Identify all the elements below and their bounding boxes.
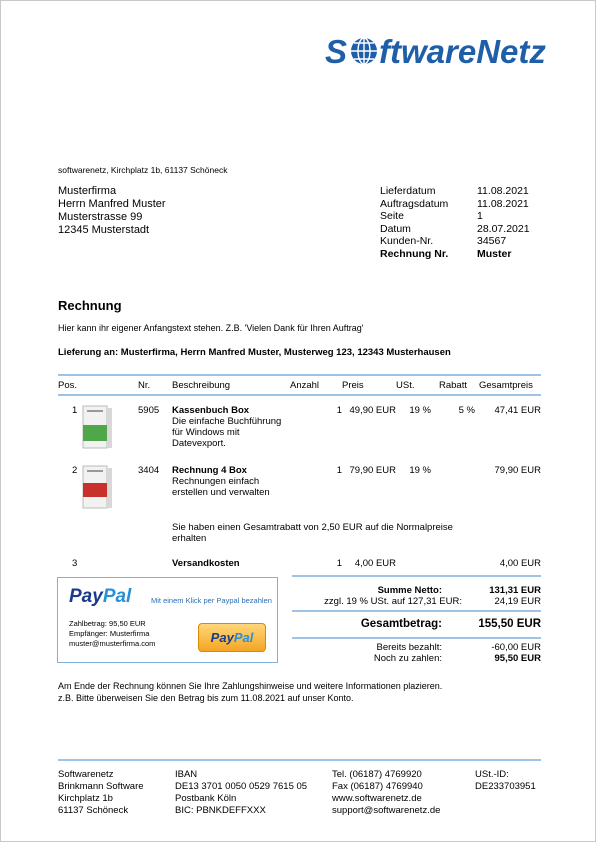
product-image [81, 465, 138, 522]
cell-nr: 5905 [138, 404, 160, 416]
paypal-email: muster@musterfirma.com [69, 639, 156, 648]
meta-value: 11.08.2021 [477, 185, 529, 197]
cell-pos: 1 [72, 404, 78, 416]
cell-total: 47,41 EUR [494, 404, 541, 416]
recipient-line: Musterfirma [58, 185, 117, 197]
globe-icon [351, 38, 377, 64]
footer-divider [58, 759, 541, 761]
header-qty: Anzahl [290, 380, 320, 391]
cell-pos: 2 [72, 464, 78, 476]
divider [292, 575, 541, 577]
cell-total: 79,90 EUR [494, 464, 541, 476]
cell-tax: 19 % [409, 464, 431, 476]
meta-label: Kunden-Nr. [380, 235, 434, 247]
header-desc: Beschreibung [172, 380, 231, 391]
sender-line: softwarenetz, Kirchplatz 1b, 61137 Schöneck [58, 165, 228, 175]
cell-nr [138, 558, 172, 569]
tax-label: zzgl. 19 % USt. auf 127,31 EUR: [324, 596, 462, 607]
paid-label: Bereits bezahlt: [376, 642, 442, 653]
paypal-info [69, 619, 155, 649]
tax-value: 24,19 EUR [494, 596, 541, 607]
header-nr: Nr. [138, 380, 151, 391]
recipient-line: Herrn Manfred Muster [58, 198, 166, 210]
footer-bank: IBAN DE13 3701 0050 0529 7615 05 Postbank Köln BIC: PBNKDEFFXXX [175, 769, 308, 816]
closing-text [58, 680, 442, 704]
cell-price: 4,00 EUR [354, 557, 396, 569]
table-row [58, 558, 541, 569]
meta-value: 11.08.2021 [477, 197, 529, 210]
gross-value: 155,50 EUR [478, 618, 541, 630]
paypal-logo: PayPal [69, 586, 132, 607]
recipient-address [58, 185, 166, 237]
footer-company: Softwarenetz Brinkmann Software Kirchplatz 1b 61137 Schöneck [58, 769, 144, 816]
gross-label: Gesamtbetrag: [360, 618, 442, 630]
due-value: 95,50 EUR [494, 653, 541, 664]
support-email-link[interactable]: support@softwarenetz.de [332, 805, 441, 816]
divider [292, 637, 541, 639]
cell-tax: 19 % [409, 404, 431, 416]
cell-discount: 5 % [458, 404, 475, 416]
invoice-meta [380, 185, 530, 260]
cell-desc: Versandkosten [172, 557, 240, 569]
net-value: 131,31 EUR [489, 585, 541, 596]
net-label: Summe Netto: [377, 585, 442, 596]
meta-value: 1 [477, 210, 483, 222]
product-image [81, 405, 138, 465]
header-discount: Rabatt [439, 380, 467, 391]
meta-label: Auftragsdatum [380, 197, 449, 210]
paypal-box [57, 577, 278, 663]
cell-pos: 3 [72, 557, 78, 569]
divider [292, 610, 541, 612]
divider [58, 394, 541, 396]
discount-note: Sie haben einen Gesamtrabatt von 2,50 EUR auf die Normalpreise erhalten [172, 521, 453, 544]
discount-note-row [58, 522, 541, 558]
paypal-tagline: Mit einem Klick per Paypal bezahlen [151, 596, 272, 605]
table-row [58, 465, 541, 522]
meta-label: Datum [380, 222, 411, 235]
cell-qty: 1 [336, 464, 342, 476]
cell-discount [439, 465, 479, 522]
footer-contact: Tel. (06187) 4769920 Fax (06187) 4769940 www.softwarenetz.de support@softwarenetz.de [332, 769, 441, 816]
website-link[interactable]: www.softwarenetz.de [332, 793, 422, 804]
invoice-number-label: Rechnung Nr. [380, 247, 449, 260]
cell-desc: Rechnung 4 Box Rechnungen einfach erstellen und verwalten [172, 464, 270, 498]
gross-total [292, 618, 541, 630]
divider [58, 374, 541, 376]
header-price: Preis [342, 380, 364, 391]
cell-price: 79,90 EUR [349, 464, 396, 476]
cell-qty: 1 [336, 404, 342, 416]
payment-block [292, 642, 541, 664]
meta-value: 28.07.2021 [477, 222, 530, 235]
recipient-line: Musterstrasse 99 [58, 211, 143, 223]
paypal-recipient: Empfänger: Musterfirma [69, 629, 150, 638]
delivery-address: Lieferung an: Musterfirma, Herrn Manfred Muster, Musterweg 123, 12343 Musterhausen [58, 347, 451, 358]
cell-price: 49,90 EUR [349, 404, 396, 416]
meta-label: Seite [380, 210, 404, 222]
due-label: Noch zu zahlen: [373, 653, 442, 664]
meta-label: Lieferdatum [380, 185, 436, 197]
closing-line: Am Ende der Rechnung können Sie Ihre Zahlungshinweise und weitere Informationen plazieren. [58, 681, 443, 691]
intro-text: Hier kann ihr eigener Anfangstext stehen. Z.B. 'Vielen Dank für Ihren Auftrag' [58, 323, 364, 333]
header-total: Gesamtpreis [479, 380, 533, 391]
svg-text:ftwareNetz: ftwareNetz [379, 33, 546, 70]
invoice-number-value: Muster [477, 247, 512, 260]
svg-text:S: S [325, 33, 348, 70]
cell-nr: 3404 [138, 464, 160, 476]
paypal-pay-button[interactable]: PayPal [198, 623, 266, 652]
paypal-amount: Zahlbetrag: 95,50 EUR [69, 619, 146, 628]
softwarenetz-logo [323, 29, 555, 73]
cell-qty: 1 [336, 557, 342, 569]
line-items-table [58, 378, 541, 569]
meta-value: 34567 [477, 235, 507, 247]
cell-total: 4,00 EUR [499, 557, 541, 569]
footer-tax-id: USt.-ID: DE233703951 [475, 769, 536, 792]
table-header [58, 378, 541, 394]
paid-value: -60,00 EUR [491, 642, 541, 653]
document-title: Rechnung [58, 298, 122, 313]
header-pos: Pos. [58, 380, 78, 391]
closing-line: z.B. Bitte überweisen Sie den Betrag bis zum 11.08.2021 auf unser Konto. [58, 693, 354, 703]
totals-block [292, 585, 541, 607]
header-tax: USt. [396, 380, 415, 391]
cell-desc: Kassenbuch Box Die einfache Buchführung für Windows mit Datevexport. [172, 404, 282, 449]
table-row [58, 405, 541, 465]
recipient-line: 12345 Musterstadt [58, 224, 150, 236]
